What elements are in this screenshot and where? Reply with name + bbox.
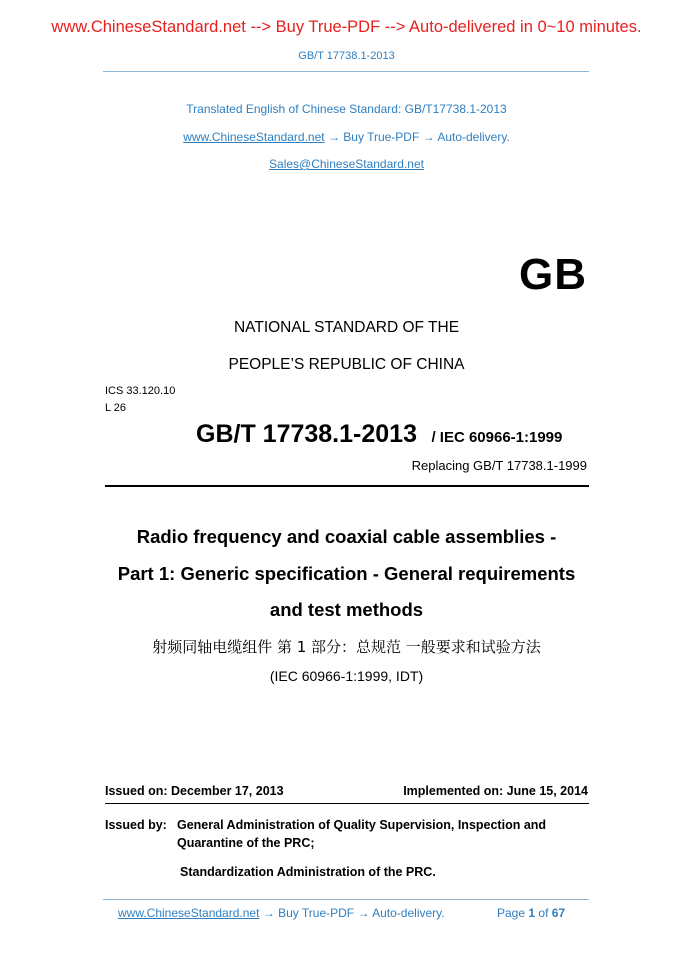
promo-email-link[interactable]: Sales@ChineseStandard.net — [269, 157, 424, 171]
title-line1: Radio frequency and coaxial cable assemblies - — [136, 526, 557, 547]
issued-by-line3: Standardization Administration of the PRC. — [180, 865, 436, 879]
national-standard-line1: NATIONAL STANDARD OF THE — [233, 319, 460, 336]
footer-buy-text: → Buy True-PDF → Auto-delivery. — [262, 906, 445, 920]
footer-line — [118, 906, 445, 920]
implemented-on-date: Implemented on: June 15, 2014 — [403, 784, 588, 798]
title-line2: Part 1: Generic specification - General requirements — [117, 563, 576, 584]
title-chinese: 射频同轴电缆组件 第 1 部分：总规范 一般要求和试验方法 — [152, 638, 541, 656]
ics-code: ICS 33.120.10 — [105, 385, 176, 397]
gb-mark: GB — [519, 250, 587, 299]
header-divider — [103, 71, 589, 72]
promo-email-line — [0, 157, 693, 171]
iec-number: / IEC 60966-1:1999 — [431, 429, 563, 446]
page-number: 1 — [528, 906, 536, 920]
page-indicator — [497, 906, 565, 920]
issued-by-label: Issued by: — [105, 818, 167, 832]
promo-site-link[interactable]: www.ChineseStandard.net — [183, 130, 325, 144]
dates-divider — [105, 803, 589, 804]
title-idt: (IEC 60966-1:1999, IDT) — [269, 668, 424, 684]
top-banner[interactable]: www.ChineseStandard.net --> Buy True-PDF --> Auto-delivered in 0~10 minutes. — [51, 18, 642, 36]
footer-divider — [103, 899, 589, 900]
issued-on-date: Issued on: December 17, 2013 — [105, 784, 284, 798]
title-line3: and test methods — [269, 599, 424, 620]
page-label: Page — [497, 906, 526, 920]
issued-by-line1: General Administration of Quality Supervision, Inspection and — [177, 818, 547, 832]
replacing-text: Replacing GB/T 17738.1-1999 — [411, 458, 587, 473]
standard-number: GB/T 17738.1-2013 — [196, 420, 417, 448]
footer-site-link[interactable]: www.ChineseStandard.net — [118, 906, 260, 920]
l-code: L 26 — [105, 402, 127, 414]
promo-translated: Translated English of Chinese Standard: GB/T17738.1-2013 — [186, 102, 507, 116]
national-standard-line2: PEOPLE’S REPUBLIC OF CHINA — [228, 356, 465, 373]
promo-line — [0, 130, 693, 144]
page-of-label: of — [538, 906, 549, 920]
page-total: 67 — [551, 906, 566, 920]
promo-buy-text: → Buy True-PDF → Auto-delivery. — [327, 130, 510, 144]
issued-by-line2: Quarantine of the PRC; — [177, 836, 315, 850]
title-divider — [105, 485, 589, 487]
header-standard-code: GB/T 17738.1-2013 — [298, 50, 395, 62]
standard-number-line — [196, 420, 562, 449]
